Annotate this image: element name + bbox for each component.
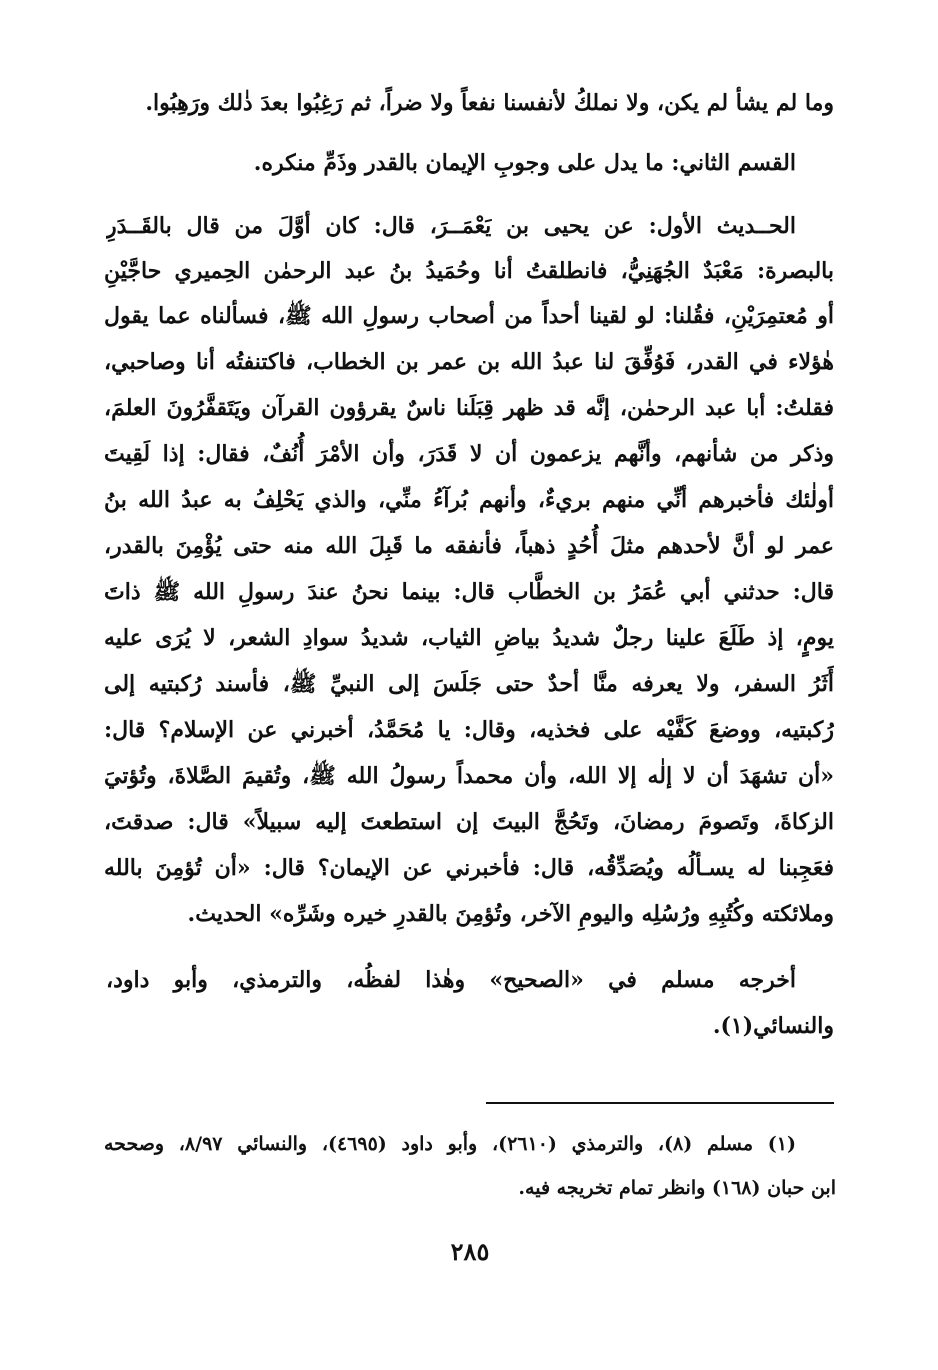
text-line-9: أولٰئك فأخبرهم أنِّي منهم بريءٌ، وأنهم بُرآءُ منِّي، والذي يَحْلِفُ به عبدُ الله بنُ	[104, 487, 834, 513]
footnote-separator	[486, 1102, 834, 1104]
text-line-14: رُكبتيه، ووضعَ كَفَّيْه على فخذيه، وقال: يا مُحَمَّدُ، أخبرني عن الإسلام؟ قال:	[104, 717, 834, 743]
text-line-10: عمر لو أنَّ لأحدهم مثلَ أُحُدٍ ذهباً، فأنفقه ما قَبِلَ الله منه حتى يُؤْمِنَ بالقدر،	[104, 533, 834, 559]
text-line-4: بالبصرة: مَعْبَدٌ الجُهَنِيُّ، فانطلقتُ أنا وحُمَيدُ بنُ عبد الرحمٰن الحِميري حاجَّيْنِ	[104, 258, 834, 284]
text-line-6: هٰؤلاء في القدر، فَوُفِّقَ لنا عبدُ الله بن عمر بن الخطاب، فاكتنفتُه أنا وصاحبي،	[104, 349, 834, 375]
text-line-19: أخرجه مسلم في «الصحيح» وهٰذا لفظُه، والترمذي، وأبو داود،	[106, 967, 796, 993]
text-line-17: فعَجِبنا له يسـألُه ويُصَدِّقُه، قال: فأخبرني عن الإيمان؟ قال: «أن تُؤمِنَ بالله	[104, 855, 834, 881]
section-heading: القسم الثاني: ما يدل على وجوبِ الإيمان بالقدر وذَمِّ منكره.	[253, 150, 796, 176]
page-number: ٢٨٥	[450, 1237, 490, 1266]
text-line-20: والنسائي(١).	[712, 1013, 834, 1039]
text-line-13: أَثَرُ السفر، ولا يعرفه منَّا أحدٌ حتى جَلَسَ إلى النبيِّ ﷺ، فأسند رُكبتيه إلى	[104, 671, 834, 697]
text-line-8: وذكر من شأنهم، وأنَّهم يزعمون أن لا قَدَرَ، وأن الأمْرَ أُنُفٌ، فقال: إذا لَقِيتَ	[104, 441, 834, 467]
text-line-1: وما لم يشأ لم يكن، ولا نملكُ لأنفسنا نفعاً ولا ضراً، ثم رَغِبُوا بعدَ ذٰلك ورَهِبُوا.	[145, 90, 834, 116]
text-line-5: أو مُعتمِرَيْنِ، فقُلنا: لو لقينا أحداً من أصحاب رسولِ الله ﷺ، فسألناه عما يقول	[104, 303, 834, 329]
text-line-3: الحــديث الأول: عن يحيى بن يَعْمَــرَ، قال: كان أوَّلَ من قال بالقَــدَرِ	[106, 213, 796, 239]
footnote-line-1: (١) مسلم (٨)، والترمذي (٢٦١٠)، وأبو داود (٤٦٩٥)، والنسائي ٨/٩٧، وصححه	[104, 1133, 796, 1155]
text-line-18: وملائكته وكُتُبِهِ ورُسُلِه واليومِ الآخر، وتُؤمِنَ بالقدرِ خيره وشَرِّه» الحديث.	[187, 901, 834, 927]
text-line-12: يومٍ، إذ طَلَعَ علينا رجلٌ شديدُ بياضِ الثياب، شديدُ سوادِ الشعر، لا يُرَى عليه	[104, 625, 834, 651]
footnote-line-2: ابن حبان (١٦٨) وانظر تمام تخريجه فيه.	[518, 1177, 836, 1199]
text-line-11: قال: حدثني أبي عُمَرُ بن الخطَّاب قال: بينما نحنُ عندَ رسولِ الله ﷺ ذاتَ	[104, 579, 834, 605]
text-line-7: فقلتُ: أبا عبد الرحمٰن، إنَّه قد ظهر قِبَلَنا ناسٌ يقرؤون القرآن ويَتَقفَّرُونَ العلمَ،	[104, 395, 834, 421]
text-line-15: «أن تشهَدَ أن لا إلٰه إلا الله، وأن محمداً رسولُ الله ﷺ، وتُقيمَ الصَّلاةَ، وتُؤتيَ	[104, 763, 834, 789]
text-line-16: الزكاةَ، وتَصومَ رمضانَ، وتَحُجَّ البيتَ إن استطعتَ إليه سبيلاً» قال: صدقتَ،	[104, 809, 834, 835]
